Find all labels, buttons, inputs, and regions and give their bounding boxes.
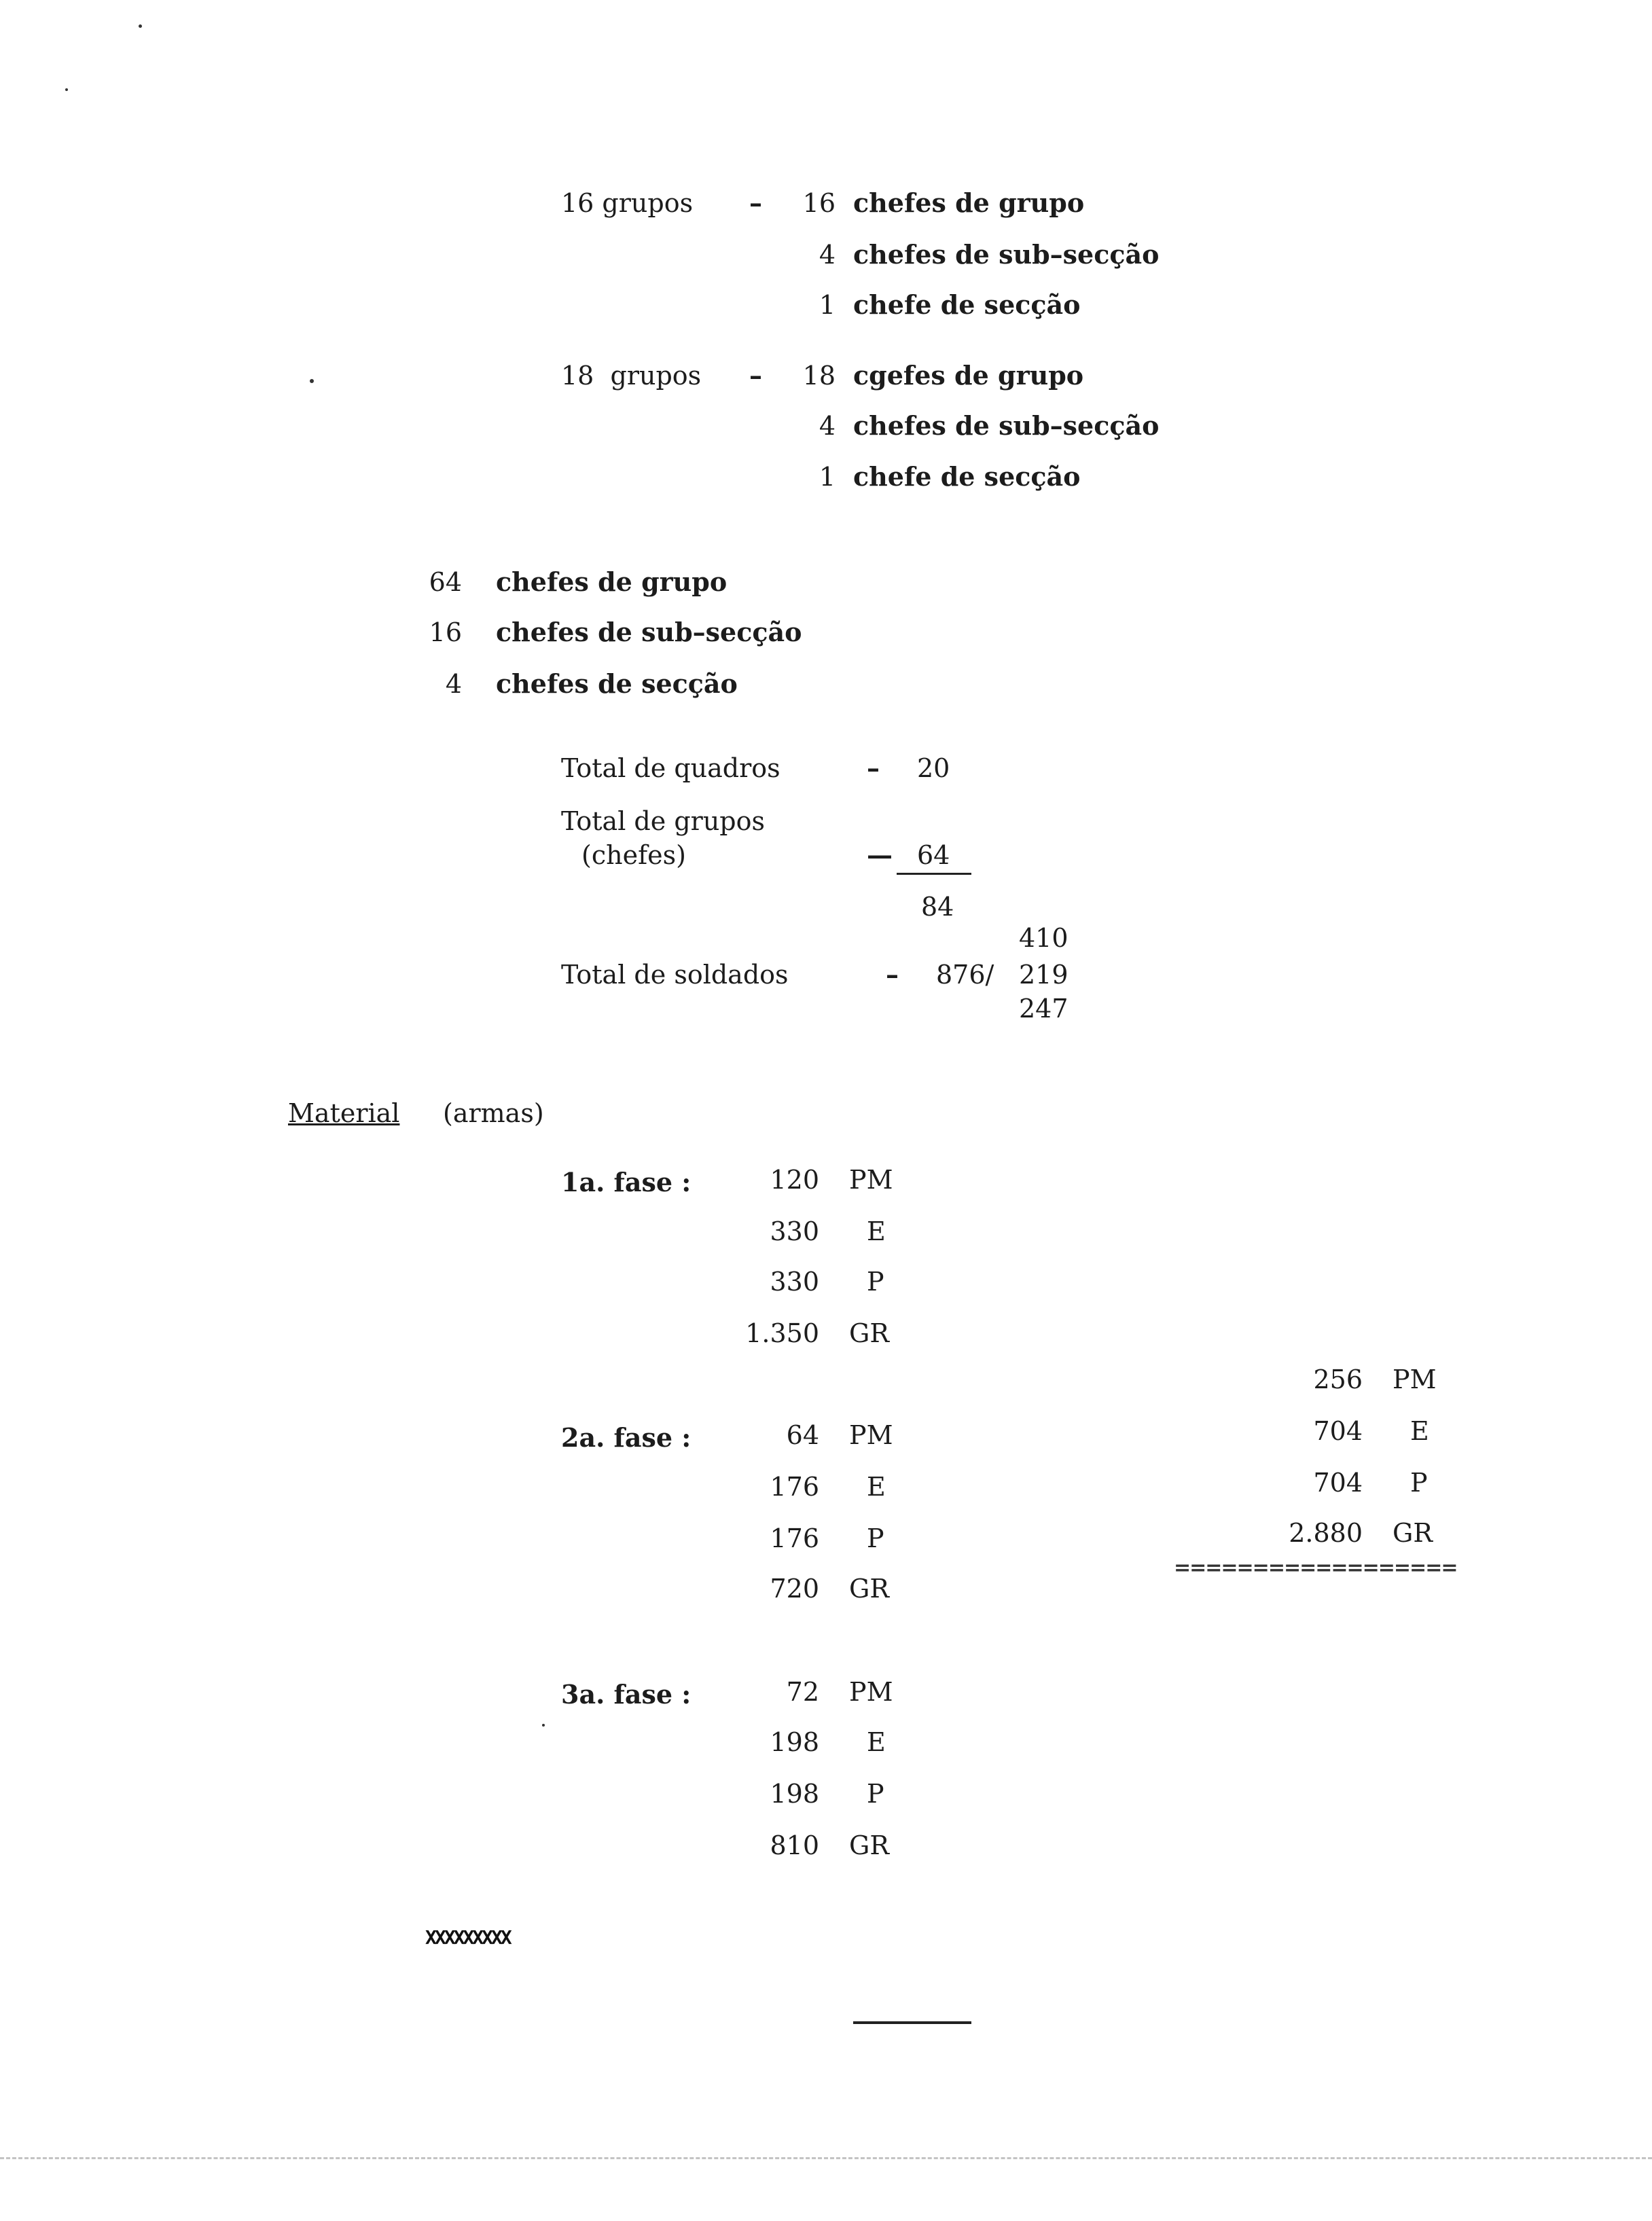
scan-speck — [542, 1724, 545, 1727]
phase-3-qty-pm: 72 — [786, 1677, 819, 1707]
org-block-1-groups: 16 grupos — [561, 188, 694, 218]
closing-rule — [853, 2021, 971, 2024]
total-grupos-value: 64 — [917, 840, 950, 870]
phase-1-label: 1a. fase : — [561, 1167, 692, 1197]
phase-2-qty-p: 176 — [770, 1523, 819, 1553]
phase-1-code-gr: GR — [849, 1318, 889, 1348]
summary-row-3-label: chefes de secção — [496, 668, 738, 699]
org-block-1-row-3-label: chefe de secção — [853, 289, 1081, 320]
soldados-breakdown-3: 247 — [1019, 994, 1069, 1024]
total-soldados-dash: – — [886, 959, 899, 990]
grand-total-code-e: E — [1410, 1416, 1429, 1446]
org-block-2-row-1-label: cgefes de grupo — [853, 360, 1084, 391]
scan-edge-line — [0, 2157, 1652, 2159]
phase-2-code-gr: GR — [849, 1574, 889, 1604]
phase-3-label: 3a. fase : — [561, 1679, 692, 1710]
phase-2-label: 2a. fase : — [561, 1422, 692, 1453]
phase-2-code-pm: PM — [849, 1420, 893, 1450]
soldados-breakdown-2: 219 — [1019, 960, 1069, 990]
struck-out-text: XXXXXXXXX — [425, 1926, 510, 1949]
phase-3-code-e: E — [867, 1727, 886, 1757]
phase-2-code-p: P — [867, 1523, 884, 1553]
soldados-breakdown-1: 410 — [1019, 923, 1069, 953]
phase-1-code-p: P — [867, 1267, 884, 1297]
phase-3-code-pm: PM — [849, 1677, 893, 1707]
total-soldados-label: Total de soldados — [561, 960, 789, 990]
sum-rule — [897, 873, 971, 875]
org-block-1-row-2-count: 4 — [819, 240, 836, 270]
scan-speck — [65, 88, 68, 91]
phase-1-qty-pm: 120 — [770, 1165, 819, 1195]
scan-speck — [310, 379, 314, 383]
grand-total-code-pm: PM — [1393, 1365, 1437, 1394]
phase-2-qty-e: 176 — [770, 1472, 819, 1502]
phase-1-qty-e: 330 — [770, 1216, 819, 1246]
phase-1-qty-p: 330 — [770, 1267, 819, 1297]
phase-1-code-pm: PM — [849, 1165, 893, 1195]
org-block-2-groups: 18 grupos — [561, 361, 702, 391]
org-block-1-row-1-label: chefes de grupo — [853, 187, 1085, 218]
material-heading-note: (armas) — [443, 1098, 544, 1128]
summary-row-1-count: 64 — [429, 567, 462, 597]
phase-1-code-e: E — [867, 1216, 886, 1246]
summary-row-2-label: chefes de sub–secção — [496, 617, 802, 647]
org-block-2-dash: – — [749, 360, 762, 391]
summary-row-3-count: 4 — [445, 669, 462, 699]
grand-total-qty-p: 704 — [1313, 1468, 1363, 1498]
phase-2-qty-pm: 64 — [786, 1420, 819, 1450]
total-soldados-value: 876/ — [936, 960, 994, 990]
org-block-2-row-2-label: chefes de sub–secção — [853, 410, 1160, 441]
phase-3-qty-p: 198 — [770, 1779, 819, 1809]
phase-2-qty-gr: 720 — [770, 1574, 819, 1604]
org-block-2-row-3-count: 1 — [819, 462, 836, 492]
grand-total-qty-e: 704 — [1313, 1416, 1363, 1446]
phase-3-code-p: P — [867, 1779, 884, 1809]
org-block-2-row-2-count: 4 — [819, 411, 836, 441]
summary-row-2-count: 16 — [429, 617, 462, 647]
scan-speck — [139, 24, 142, 28]
grand-total-code-p: P — [1410, 1468, 1428, 1498]
grand-total-code-gr: GR — [1393, 1518, 1433, 1548]
phase-2-code-e: E — [867, 1472, 886, 1502]
total-grupos-label: Total de grupos — [561, 806, 765, 836]
grand-total-qty-gr: 2.880 — [1289, 1518, 1363, 1548]
phase-3-qty-gr: 810 — [770, 1830, 819, 1860]
phase-3-qty-e: 198 — [770, 1727, 819, 1757]
total-grupos-sublabel: (chefes) — [581, 840, 686, 870]
org-block-1-dash: – — [749, 187, 762, 218]
org-block-1-row-1-count: 16 — [802, 188, 836, 218]
grand-total-double-rule: ================== — [1174, 1556, 1457, 1580]
summary-row-1-label: chefes de grupo — [496, 566, 728, 597]
org-block-1-row-2-label: chefes de sub–secção — [853, 239, 1160, 270]
org-block-2-row-3-label: chefe de secção — [853, 461, 1081, 492]
total-quadros-dash: – — [867, 753, 880, 783]
org-block-1-row-3-count: 1 — [819, 290, 836, 320]
phase-3-code-gr: GR — [849, 1830, 889, 1860]
org-block-2-row-1-count: 18 — [802, 361, 836, 391]
material-heading: Material — [288, 1098, 400, 1128]
total-sum-value: 84 — [921, 892, 954, 922]
total-grupos-dash: — — [867, 839, 893, 870]
grand-total-qty-pm: 256 — [1313, 1365, 1363, 1394]
phase-1-qty-gr: 1.350 — [745, 1318, 819, 1348]
total-quadros-value: 20 — [917, 753, 950, 783]
total-quadros-label: Total de quadros — [561, 753, 780, 783]
